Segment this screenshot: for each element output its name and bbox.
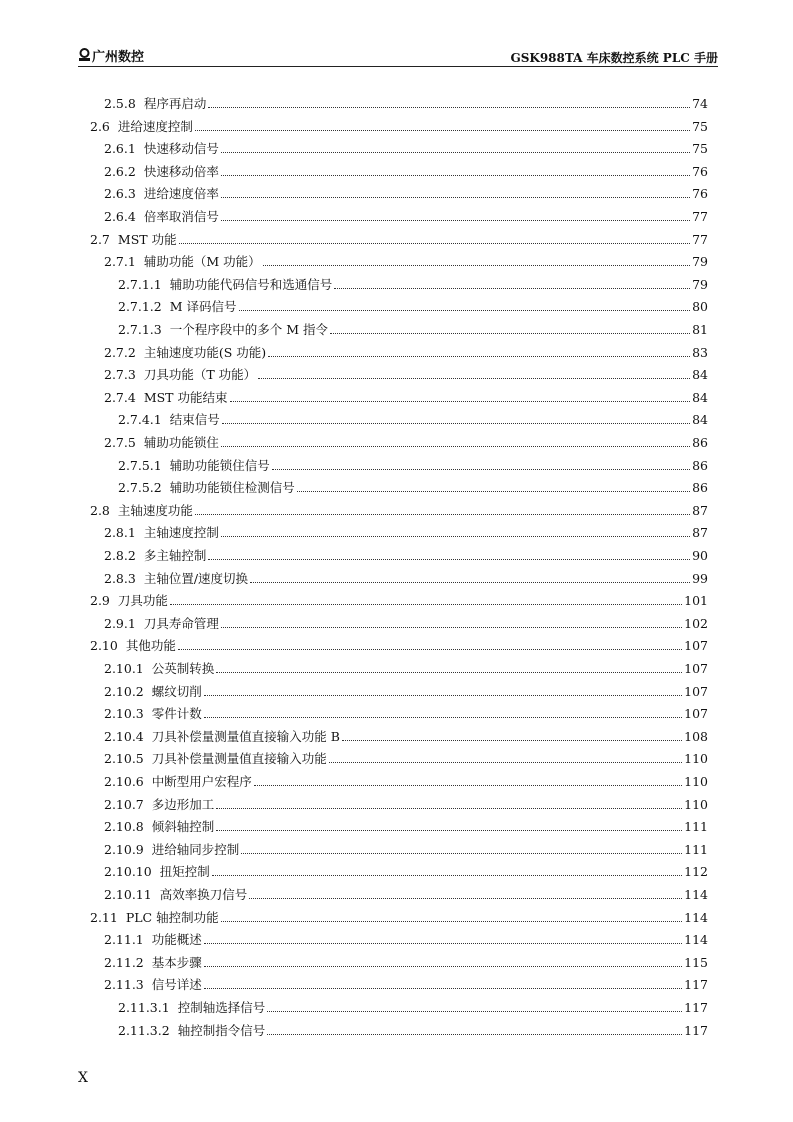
toc-entry-title: 控制轴选择信号 xyxy=(177,1000,266,1015)
toc-leader-dots xyxy=(249,898,682,899)
toc-entry-page: 76 xyxy=(692,163,708,179)
toc-entry-number: 2.7.4 xyxy=(104,389,136,405)
toc-leader-dots xyxy=(216,808,682,809)
toc-leader-dots xyxy=(204,717,682,718)
toc-entry-title: MST 功能结束 xyxy=(143,389,228,405)
toc-leader-dots xyxy=(208,559,690,560)
toc-entry[interactable] xyxy=(90,589,708,609)
toc-entry-title: 倍率取消信号 xyxy=(143,209,219,224)
toc-leader-dots xyxy=(179,243,691,244)
toc-leader-dots xyxy=(221,220,690,221)
toc-entry[interactable] xyxy=(104,612,708,632)
manual-title: GSK988TA 车床数控系统 PLC 手册 xyxy=(510,51,718,65)
toc-entry-number: 2.7.4.1 xyxy=(118,412,162,428)
toc-entry-title: 主轴速度功能(S 功能) xyxy=(143,344,267,360)
toc-entry-number: 2.6.4 xyxy=(104,209,136,224)
toc-entry-title: 螺纹切削 xyxy=(151,683,202,699)
toc-entry-title: 中断型用户宏程序 xyxy=(151,774,252,789)
toc-entry-title: 刀具功能 xyxy=(117,593,168,609)
toc-entry-number: 2.8.1 xyxy=(104,525,136,541)
toc-entry-number: 2.8.2 xyxy=(104,548,136,563)
toc-entry-number: 2.8 xyxy=(90,502,110,518)
toc-leader-dots xyxy=(204,966,682,967)
toc-entry[interactable] xyxy=(104,951,708,971)
toc-entry-number: 2.6.2 xyxy=(104,163,136,179)
toc-entry-number: 2.5.8 xyxy=(104,96,136,111)
toc-entry-number: 2.10.1 xyxy=(104,661,144,676)
toc-entry-title: 刀具功能（T 功能） xyxy=(143,367,257,383)
toc-entry-title: 信号详述 xyxy=(151,977,202,993)
toc-entry-page: 117 xyxy=(684,977,708,993)
toc-entry-page: 112 xyxy=(684,864,708,880)
toc-entry-page: 76 xyxy=(692,186,708,202)
toc-entry[interactable] xyxy=(104,680,708,700)
toc-entry-page: 107 xyxy=(684,661,708,676)
toc-entry[interactable] xyxy=(104,702,708,722)
toc-entry-page: 79 xyxy=(692,254,708,270)
toc-entry[interactable] xyxy=(118,996,708,1016)
toc-entry[interactable] xyxy=(104,770,708,790)
toc-entry-number: 2.7.1.1 xyxy=(118,276,162,292)
toc-entry[interactable] xyxy=(104,341,708,361)
toc-entry-title: 程序再启动 xyxy=(143,96,207,111)
toc-leader-dots xyxy=(239,310,691,311)
toc-entry-page: 115 xyxy=(684,954,708,970)
toc-entry-title: MST 功能 xyxy=(117,231,177,247)
toc-leader-dots xyxy=(334,288,690,289)
toc-entry[interactable] xyxy=(104,815,708,835)
toc-leader-dots xyxy=(342,740,682,741)
toc-entry[interactable] xyxy=(104,160,708,180)
toc-entry[interactable] xyxy=(104,363,708,383)
toc-entry-number: 2.10 xyxy=(90,638,118,654)
toc-leader-dots xyxy=(221,152,690,153)
toc-entry-page: 107 xyxy=(684,638,708,654)
toc-entry-page: 117 xyxy=(684,1000,708,1015)
toc-leader-dots xyxy=(268,356,690,357)
toc-leader-dots xyxy=(204,695,682,696)
toc-entry-page: 107 xyxy=(684,706,708,722)
toc-leader-dots xyxy=(216,672,682,673)
toc-entry-title: 辅助功能锁住检测信号 xyxy=(169,480,295,496)
toc-entry[interactable] xyxy=(104,250,708,270)
toc-entry[interactable] xyxy=(118,476,708,496)
toc-entry[interactable] xyxy=(104,928,708,948)
toc-entry-number: 2.10.7 xyxy=(104,796,144,812)
toc-leader-dots xyxy=(254,785,682,786)
toc-leader-dots xyxy=(208,107,690,108)
toc-entry[interactable] xyxy=(104,725,708,745)
toc-leader-dots xyxy=(204,988,682,989)
toc-leader-dots xyxy=(258,378,690,379)
toc-leader-dots xyxy=(195,514,690,515)
toc-entry-page: 108 xyxy=(684,728,708,744)
toc-leader-dots xyxy=(204,943,682,944)
toc-entry-number: 2.10.5 xyxy=(104,751,144,767)
toc-leader-dots xyxy=(195,130,690,131)
toc-leader-dots xyxy=(329,762,682,763)
toc-entry-number: 2.10.6 xyxy=(104,774,144,789)
toc-entry-number: 2.7.3 xyxy=(104,367,136,383)
toc-entry-title: 其他功能 xyxy=(125,638,176,654)
toc-entry-title: 辅助功能锁住信号 xyxy=(169,457,270,473)
toc-leader-dots xyxy=(221,627,682,628)
toc-entry[interactable] xyxy=(118,408,708,428)
toc-entry-title: 刀具寿命管理 xyxy=(143,615,219,631)
toc-leader-dots xyxy=(250,582,690,583)
toc-entry-page: 83 xyxy=(692,344,708,360)
toc-entry-title: 辅助功能（M 功能） xyxy=(143,254,261,270)
toc-entry-title: M 译码信号 xyxy=(169,299,237,315)
toc-entry-number: 2.11.2 xyxy=(104,954,144,970)
toc-entry-number: 2.7.5.2 xyxy=(118,480,162,496)
toc-entry-title: 快速移动信号 xyxy=(143,141,219,157)
toc-entry[interactable] xyxy=(104,860,708,880)
toc-entry-page: 84 xyxy=(692,412,708,428)
toc-leader-dots xyxy=(297,491,690,492)
toc-entry-number: 2.7.5 xyxy=(104,435,136,450)
toc-entry-title: 辅助功能锁住 xyxy=(143,435,219,450)
toc-entry-number: 2.11.3.1 xyxy=(118,1000,170,1015)
toc-entry[interactable] xyxy=(104,793,708,813)
toc-leader-dots xyxy=(267,1034,682,1035)
toc-entry-number: 2.10.2 xyxy=(104,683,144,699)
toc-entry-number: 2.7 xyxy=(90,231,110,247)
toc-entry-title: 高效率换刀信号 xyxy=(159,887,248,902)
toc-entry-number: 2.11.3 xyxy=(104,977,144,993)
toc-entry[interactable] xyxy=(118,454,708,474)
gsk-logo-icon xyxy=(78,48,91,62)
toc-entry-number: 2.7.1.2 xyxy=(118,299,162,315)
toc-entry-title: 公英制转换 xyxy=(151,661,215,676)
toc-entry-page: 81 xyxy=(692,322,708,337)
toc-leader-dots xyxy=(230,401,691,402)
toc-entry-number: 2.10.4 xyxy=(104,728,144,744)
toc-entry-page: 114 xyxy=(684,932,708,948)
toc-entry-title: 轴控制指令信号 xyxy=(177,1022,266,1038)
toc-entry[interactable] xyxy=(90,499,708,519)
toc-entry-title: 主轴速度控制 xyxy=(143,525,219,541)
toc-entry[interactable] xyxy=(104,92,708,112)
toc-entry-page: 75 xyxy=(692,141,708,157)
toc-leader-dots xyxy=(170,604,682,605)
toc-entry-page: 80 xyxy=(692,299,708,315)
toc-entry-page: 111 xyxy=(684,819,708,835)
toc-entry[interactable] xyxy=(118,273,708,293)
toc-entry[interactable] xyxy=(104,521,708,541)
logo-text: 广州数控 xyxy=(92,49,145,65)
toc-entry-page: 86 xyxy=(692,435,708,450)
toc-entry-number: 2.6.1 xyxy=(104,141,136,157)
toc-entry-page: 114 xyxy=(684,887,708,902)
toc-entry-title: 进给速度控制 xyxy=(117,118,193,134)
toc-entry-number: 2.7.5.1 xyxy=(118,457,162,473)
toc-entry[interactable] xyxy=(104,973,708,993)
toc-leader-dots xyxy=(178,649,682,650)
toc-entry-number: 2.9 xyxy=(90,593,110,609)
toc-entry-title: 进给轴同步控制 xyxy=(151,841,240,857)
toc-entry-title: 扭矩控制 xyxy=(159,864,210,880)
toc-entry-number: 2.7.2 xyxy=(104,344,136,360)
toc-entry[interactable] xyxy=(104,386,708,406)
toc-entry-page: 75 xyxy=(692,118,708,134)
toc-entry-page: 107 xyxy=(684,683,708,699)
toc-entry-page: 90 xyxy=(692,548,708,563)
toc-leader-dots xyxy=(263,265,691,266)
toc-entry-page: 86 xyxy=(692,480,708,496)
toc-entry-page: 79 xyxy=(692,276,708,292)
toc-entry-title: 倾斜轴控制 xyxy=(151,819,215,835)
toc-entry-page: 84 xyxy=(692,389,708,405)
toc-entry-title: 主轴位置/速度切换 xyxy=(143,570,249,586)
toc-entry-title: 结束信号 xyxy=(169,412,220,428)
toc-entry-page: 74 xyxy=(692,96,708,111)
toc-entry[interactable] xyxy=(90,115,708,135)
toc-entry-number: 2.11.3.2 xyxy=(118,1022,170,1038)
toc-leader-dots xyxy=(221,175,690,176)
toc-leader-dots xyxy=(222,423,690,424)
toc-leader-dots xyxy=(272,469,690,470)
toc-entry-page: 110 xyxy=(684,751,708,767)
page-header xyxy=(78,46,718,67)
toc-entry[interactable] xyxy=(104,567,708,587)
toc-entry[interactable] xyxy=(104,137,708,157)
toc-entry[interactable] xyxy=(90,906,708,926)
toc-entry-number: 2.7.1.3 xyxy=(118,322,162,337)
toc-leader-dots xyxy=(221,446,690,447)
toc-entry-page: 117 xyxy=(684,1022,708,1038)
toc-entry[interactable] xyxy=(104,747,708,767)
toc-entry[interactable] xyxy=(104,205,708,225)
toc-entry-number: 2.8.3 xyxy=(104,570,136,586)
toc-entry-title: 功能概述 xyxy=(151,932,202,948)
toc-entry-number: 2.10.3 xyxy=(104,706,144,722)
toc-leader-dots xyxy=(267,1011,682,1012)
toc-entry[interactable] xyxy=(104,657,708,677)
toc-entry[interactable] xyxy=(90,634,708,654)
toc-entry-title: 辅助功能代码信号和选通信号 xyxy=(169,276,333,292)
toc-leader-dots xyxy=(221,197,690,198)
toc-entry[interactable] xyxy=(118,1019,708,1039)
toc-entry-number: 2.9.1 xyxy=(104,615,136,631)
toc-entry[interactable] xyxy=(104,838,708,858)
toc-entry-page: 102 xyxy=(684,615,708,631)
toc-entry-number: 2.11 xyxy=(90,909,118,925)
toc-entry-page: 86 xyxy=(692,457,708,473)
toc-entry-number: 2.7.1 xyxy=(104,254,136,270)
toc-entry-page: 114 xyxy=(684,909,708,925)
toc-entry-page: 84 xyxy=(692,367,708,383)
toc-entry-title: 多边形加工 xyxy=(151,796,215,812)
toc-entry-page: 101 xyxy=(684,593,708,609)
toc-entry-title: 一个程序段中的多个 M 指令 xyxy=(169,322,328,337)
toc-entry-title: 快速移动倍率 xyxy=(143,163,219,179)
page-number: X xyxy=(78,1070,88,1086)
toc-entry-title: 基本步骤 xyxy=(151,954,202,970)
toc-entry-title: PLC 轴控制功能 xyxy=(125,909,219,925)
toc-entry-title: 刀具补偿量测量值直接输入功能 xyxy=(151,751,327,767)
toc-entry-number: 2.10.10 xyxy=(104,864,152,880)
toc-entry-page: 99 xyxy=(692,570,708,586)
toc-entry-page: 87 xyxy=(692,502,708,518)
company-logo xyxy=(78,47,144,63)
toc-entry[interactable] xyxy=(104,182,708,202)
toc-leader-dots xyxy=(221,536,690,537)
toc-leader-dots xyxy=(221,921,683,922)
toc-entry-title: 零件计数 xyxy=(151,706,202,722)
toc-entry-title: 刀具补偿量测量值直接输入功能 B xyxy=(151,728,340,744)
toc-entry[interactable] xyxy=(104,544,708,564)
toc-entry-title: 多主轴控制 xyxy=(143,548,207,563)
toc-entry-number: 2.11.1 xyxy=(104,932,144,948)
toc-entry-number: 2.10.9 xyxy=(104,841,144,857)
toc-entry-page: 87 xyxy=(692,525,708,541)
toc-entry-title: 主轴速度功能 xyxy=(117,502,193,518)
toc-entry-page: 110 xyxy=(684,774,708,789)
toc-entry-number: 2.10.8 xyxy=(104,819,144,835)
toc-entry-page: 111 xyxy=(684,841,708,857)
toc-entry-page: 110 xyxy=(684,796,708,812)
toc-entry-number: 2.6.3 xyxy=(104,186,136,202)
toc-entry[interactable] xyxy=(118,295,708,315)
toc-leader-dots xyxy=(330,333,690,334)
toc-entry[interactable] xyxy=(104,431,708,451)
toc-leader-dots xyxy=(216,830,682,831)
toc-leader-dots xyxy=(241,853,682,854)
toc-entry[interactable] xyxy=(104,883,708,903)
toc-leader-dots xyxy=(212,875,682,876)
toc-entry-page: 77 xyxy=(692,231,708,247)
toc-entry-title: 进给速度倍率 xyxy=(143,186,219,202)
toc-entry[interactable] xyxy=(90,228,708,248)
toc-entry-page: 77 xyxy=(692,209,708,224)
toc-entry-number: 2.6 xyxy=(90,118,110,134)
toc-entry-number: 2.10.11 xyxy=(104,887,152,902)
toc-entry[interactable] xyxy=(118,318,708,338)
